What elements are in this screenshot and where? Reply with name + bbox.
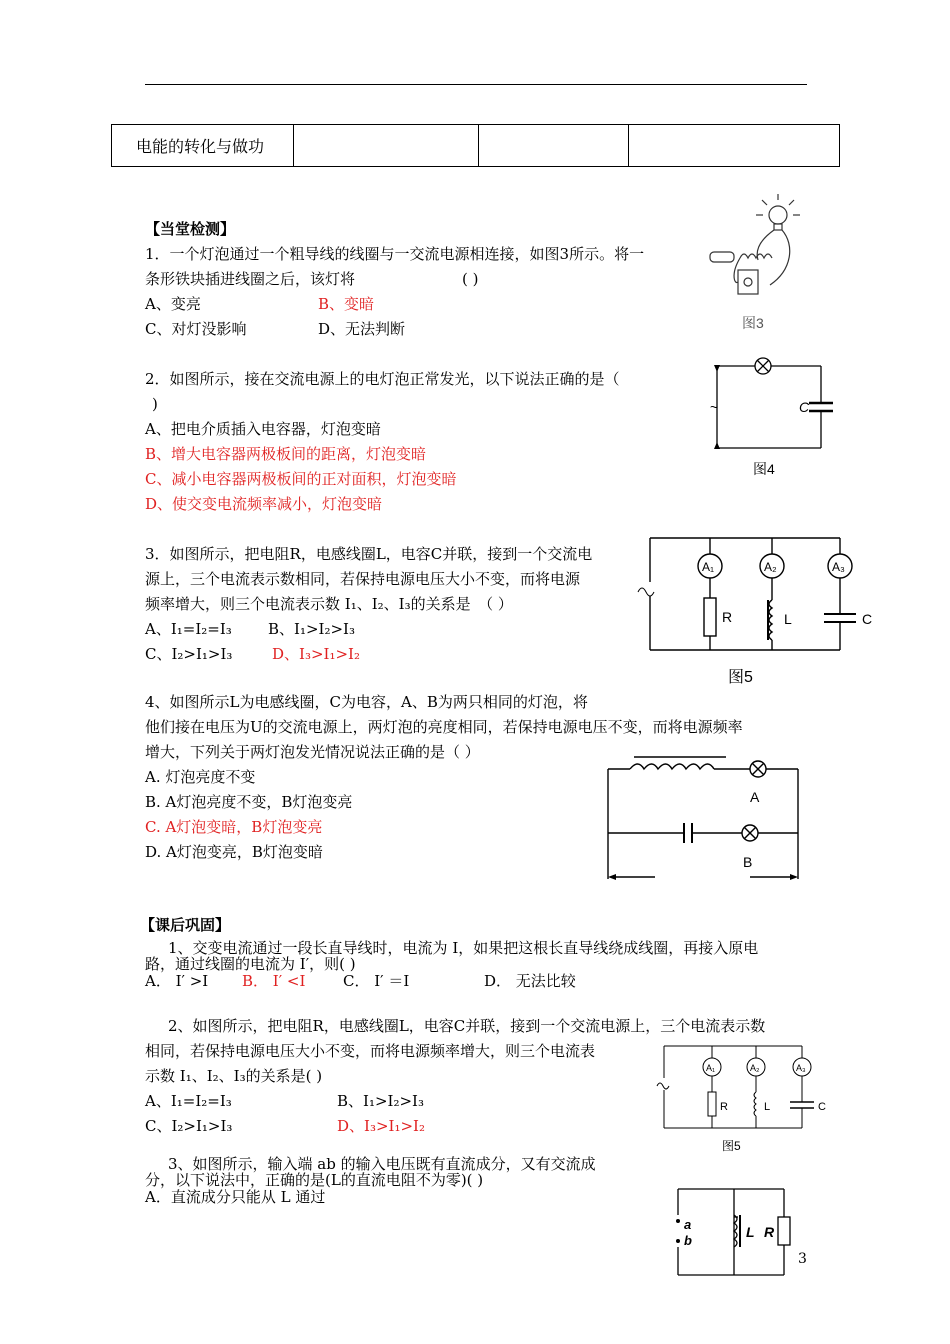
fig-lamp-b: B xyxy=(743,854,753,870)
fig-lamp-a: A xyxy=(750,789,760,805)
figure-3-lamp-coil xyxy=(700,190,810,340)
fig3-caption: 图3 xyxy=(742,315,764,331)
q4-line2: 他们接在电压为U的交流电源上，两灯泡的亮度相同，若保持电源电压不变，而将电源频率 xyxy=(145,718,743,736)
fig5s-r: R xyxy=(720,1101,728,1113)
q3-option-b: B、I₁>I₂>I₃ xyxy=(268,620,355,638)
fig-ab-r: R xyxy=(764,1224,775,1240)
fig-ab-a: a xyxy=(684,1217,692,1232)
s2q3-line2: 分，以下说法中，正确的是(L的直流电阻不为零)( ) xyxy=(145,1171,484,1189)
q4-line1: 4、如图所示L为电感线圈，C为电容，A、B为两只相同的灯泡，将 xyxy=(145,693,588,711)
s2q2-line2: 相同，若保持电源电压大小不变，而将电源频率增大，则三个电流表 xyxy=(145,1042,596,1060)
q4-line3: 增大，下列关于两灯泡发光情况说法正确的是（ ） xyxy=(145,743,480,761)
s2q3-line1: 3、如图所示，输入端 ab 的输入电压既有直流成分，又有交流成 xyxy=(168,1155,596,1173)
q4-option-a: A. 灯泡亮度不变 xyxy=(145,768,256,786)
q2-option-d: D、使交变电流频率减小，灯泡变暗 xyxy=(145,495,383,513)
fig5s-a2: A₂ xyxy=(750,1063,760,1073)
q1-line2: 条形铁块插进线圈之后，该灯将 xyxy=(145,270,356,288)
section-heading-in-class: 【当堂检测】 xyxy=(145,220,236,238)
q3-line1: 3．如图所示，把电阻R，电感线圈L，电容C并联，接到一个交流电 xyxy=(145,545,593,563)
fig5s-l: L xyxy=(764,1101,771,1113)
fig5-a1: A₁ xyxy=(702,560,715,574)
s2q1-option-b: B． I′ <I xyxy=(242,972,306,990)
fig5s-a3: A₃ xyxy=(796,1063,806,1073)
q2-line2: ) xyxy=(152,395,158,413)
q1-option-a: A、变亮 xyxy=(145,295,201,313)
fig4-c-label: C xyxy=(799,399,810,415)
fig5s-caption: 图5 xyxy=(722,1139,741,1153)
fig5-c: C xyxy=(862,611,873,627)
fig5-r: R xyxy=(722,609,733,625)
table-cell: 电能的转化与做功 xyxy=(112,125,294,167)
table-cell xyxy=(294,125,479,167)
page-number: 3 xyxy=(798,1251,807,1267)
q1-option-d: D、无法判断 xyxy=(318,320,406,338)
q1-line1: 1．一个灯泡通过一个粗导线的线圈与一交流电源相连接，如图3所示。将一 xyxy=(145,245,645,263)
figure-5-small xyxy=(652,1040,837,1158)
fig-ab-l: L xyxy=(746,1224,755,1240)
q3-option-c: C、I₂>I₁>I₃ xyxy=(145,645,233,663)
figure-5-parallel-rlc xyxy=(630,530,880,695)
figure-input-ab-lr xyxy=(666,1185,796,1285)
s2q2-option-d: D、I₃>I₁>I₂ xyxy=(337,1117,425,1135)
fig4-caption: 图4 xyxy=(753,461,775,477)
fig5s-c: C xyxy=(818,1101,826,1113)
q4-option-b: B. A灯泡亮度不变，B灯泡变亮 xyxy=(145,793,353,811)
figure-lc-lamps xyxy=(600,755,810,885)
s2q1-option-c: C． I′ ＝I xyxy=(343,972,410,990)
header-rule xyxy=(145,84,807,85)
table-row xyxy=(112,125,840,167)
q4-option-c: C. A灯泡变暗，B灯泡变亮 xyxy=(145,818,323,836)
fig5-a3: A₃ xyxy=(832,560,845,574)
fig-ab-b: b xyxy=(684,1233,692,1248)
s2q2-line3: 示数 I₁、I₂、I₃的关系是( ) xyxy=(145,1067,323,1085)
q3-line3: 频率增大，则三个电流表示数 I₁、I₂、I₃的关系是 （ ） xyxy=(145,595,513,613)
table-cell xyxy=(479,125,629,167)
s2q2-option-b: B、I₁>I₂>I₃ xyxy=(337,1092,424,1110)
section-heading-after-class: 【课后巩固】 xyxy=(140,916,231,934)
q1-option-b: B、变暗 xyxy=(318,295,375,313)
s2q1-option-d: D． 无法比较 xyxy=(484,972,576,990)
q3-line2: 源上，三个电流表示数相同，若保持电源电压大小不变，而将电源 xyxy=(145,570,581,588)
q3-option-d: D、I₃>I₁>I₂ xyxy=(272,645,360,663)
iron-bar-icon xyxy=(710,252,734,262)
s2q2-option-c: C、I₂>I₁>I₃ xyxy=(145,1117,233,1135)
fig4-tilde: ~ xyxy=(710,399,719,415)
s2q2-line1: 2、如图所示，把电阻R，电感线圈L，电容C并联，接到一个交流电源上，三个电流表示数 xyxy=(168,1017,766,1035)
q2-option-a: A、把电介质插入电容器，灯泡变暗 xyxy=(145,420,381,438)
q2-line1: 2．如图所示，接在交流电源上的电灯泡正常发光，以下说法正确的是（ xyxy=(145,370,620,388)
q4-option-d: D. A灯泡变亮，B灯泡变暗 xyxy=(145,843,323,861)
s2q1-line2: 路，通过线圈的电流为 I′，则( ) xyxy=(145,955,356,973)
s2q1-option-a: A． I′ >I xyxy=(145,972,209,990)
q2-option-c: C、减小电容器两极板间的正对面积，灯泡变暗 xyxy=(145,470,457,488)
summary-table xyxy=(111,124,840,167)
q3-option-a: A、I₁=I₂=I₃ xyxy=(145,620,232,638)
q1-blank: ( ) xyxy=(462,270,479,288)
s2q1-line1: 1、交变电流通过一段长直导线时，电流为 I，如果把这根长直导线绕成线圈，再接入原电 xyxy=(168,939,759,957)
fig5-a2: A₂ xyxy=(764,560,777,574)
table-cell xyxy=(629,125,840,167)
s2q3-option-a: A．直流成分只能从 L 通过 xyxy=(145,1188,326,1206)
s2q2-option-a: A、I₁=I₂=I₃ xyxy=(145,1092,232,1110)
q2-option-b: B、增大电容器两极板间的距离，灯泡变暗 xyxy=(145,445,427,463)
fig5s-a1: A₁ xyxy=(706,1063,716,1073)
bulb-icon xyxy=(769,206,787,224)
fig5-l: L xyxy=(784,611,792,627)
fig5-caption: 图5 xyxy=(728,669,753,686)
q1-option-c: C、对灯没影响 xyxy=(145,320,247,338)
figure-4-capacitor-circuit xyxy=(705,352,845,482)
